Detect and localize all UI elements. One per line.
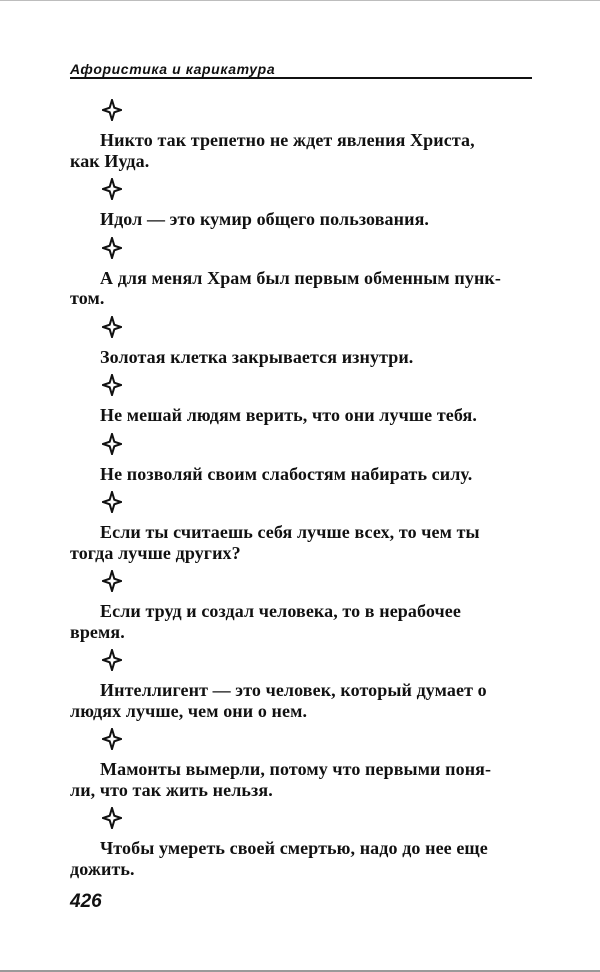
aphorism-entry <box>70 491 532 563</box>
aphorism-line: людях лучше, чем они о нем. <box>70 700 308 721</box>
aphorism-entry <box>70 728 532 800</box>
four-point-star-icon <box>102 807 122 831</box>
aphorism-line: тогда лучше других? <box>70 542 241 563</box>
four-point-star-icon <box>102 491 122 515</box>
aphorism-entry <box>70 807 532 879</box>
aphorism-line: Не мешай людям верить, что они лучше тебя. <box>100 405 477 425</box>
aphorism-text <box>70 838 532 879</box>
four-point-star-icon <box>102 728 122 752</box>
aphorism-line: дожить. <box>70 858 135 879</box>
four-point-star-icon <box>102 237 122 261</box>
aphorism-line: Мамонты вымерли, потому что первыми поня- <box>100 759 492 779</box>
aphorism-line: Интеллигент — это человек, который думает о <box>100 680 487 700</box>
aphorism-text <box>70 680 532 721</box>
aphorism-entry <box>100 433 532 485</box>
aphorism-line: Не позволяй своим слабостям набирать силу. <box>100 463 473 484</box>
aphorism-text <box>70 130 532 171</box>
four-point-star-icon <box>102 570 122 594</box>
aphorism-text <box>70 522 532 563</box>
aphorism-line: А для менял Храм был первым обменным пунк- <box>100 267 501 288</box>
aphorism-entry <box>70 570 532 642</box>
aphorism-line: ли, что так жить нельзя. <box>70 779 273 800</box>
aphorism-line: Золотая клетка закрывается изнутри. <box>100 346 414 367</box>
aphorism-text <box>100 347 532 368</box>
aphorism-text <box>70 759 532 800</box>
aphorism-text <box>100 464 532 485</box>
aphorism-line: время. <box>70 621 125 642</box>
aphorism-list <box>70 99 532 886</box>
aphorism-line: Если ты считаешь себя лучше всех, то чем ты <box>100 522 480 542</box>
aphorism-text <box>100 405 532 426</box>
aphorism-entry <box>100 374 532 426</box>
aphorism-line: как Иуда. <box>70 150 150 171</box>
header-rule <box>70 77 532 79</box>
four-point-star-icon <box>102 99 122 123</box>
running-head: Афористика и карикатура <box>70 61 276 77</box>
aphorism-entry <box>70 99 532 171</box>
aphorism-entry <box>100 316 532 368</box>
aphorism-text <box>70 267 532 309</box>
aphorism-line: том. <box>70 288 105 308</box>
aphorism-entry <box>70 237 532 309</box>
aphorism-entry <box>100 178 532 230</box>
aphorism-line: Чтобы умереть своей смертью, надо до нее еще <box>100 838 488 858</box>
aphorism-line: Если труд и создал человека, то в нерабочее <box>100 601 461 621</box>
four-point-star-icon <box>102 178 122 202</box>
aphorism-text <box>100 209 532 230</box>
aphorism-line: Идол — это кумир общего пользования. <box>100 209 430 229</box>
four-point-star-icon <box>102 316 122 340</box>
aphorism-entry <box>70 649 532 721</box>
aphorism-text <box>70 601 532 642</box>
aphorism-line: Никто так трепетно не ждет явления Христа, <box>100 130 475 150</box>
four-point-star-icon <box>102 433 122 457</box>
page-number: 426 <box>70 891 102 912</box>
four-point-star-icon <box>102 649 122 673</box>
four-point-star-icon <box>102 374 122 398</box>
